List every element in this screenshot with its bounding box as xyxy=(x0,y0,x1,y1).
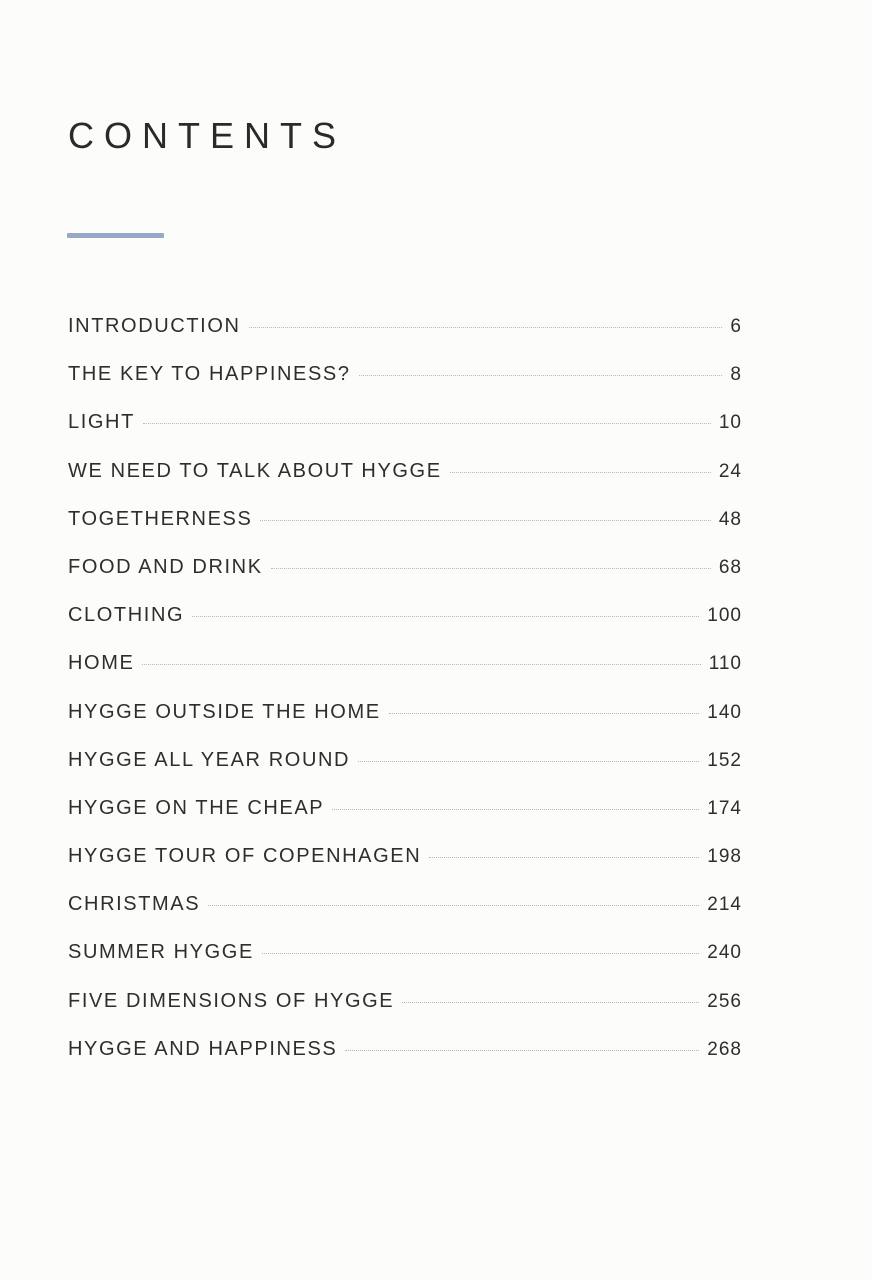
dot-leader xyxy=(345,1050,699,1051)
toc-entry xyxy=(68,1025,742,1073)
toc-entry-label: HYGGE ON THE CHEAP xyxy=(68,796,325,819)
toc-entry xyxy=(68,302,742,350)
toc-entry-label: TOGETHERNESS xyxy=(68,507,253,530)
toc-entry xyxy=(68,495,742,543)
toc-entry-page-number: 24 xyxy=(718,460,742,482)
toc-entry-label: INTRODUCTION xyxy=(68,315,241,337)
table-of-contents xyxy=(68,302,742,1073)
dot-leader xyxy=(249,327,723,328)
toc-entry-label: HYGGE OUTSIDE THE HOME xyxy=(68,700,381,723)
toc-entry xyxy=(68,398,742,446)
dot-leader xyxy=(359,375,723,376)
dot-leader xyxy=(332,809,699,810)
dot-leader xyxy=(192,616,699,617)
toc-entry-page-number: 152 xyxy=(707,749,742,771)
toc-entry-label: FIVE DIMENSIONS OF HYGGE xyxy=(68,989,395,1012)
toc-entry-page-number: 240 xyxy=(707,942,742,964)
toc-entry-label: LIGHT xyxy=(68,411,135,434)
page-title: CONTENTS xyxy=(68,115,346,156)
toc-entry xyxy=(68,350,742,398)
toc-entry-label: HYGGE AND HAPPINESS xyxy=(68,1037,338,1060)
dot-leader xyxy=(450,472,711,473)
toc-entry-page-number: 256 xyxy=(707,990,742,1012)
toc-entry-label: FOOD AND DRINK xyxy=(68,555,263,578)
dot-leader xyxy=(260,520,710,521)
toc-entry xyxy=(68,880,742,928)
dot-leader xyxy=(402,1002,699,1003)
toc-entry-label: CHRISTMAS xyxy=(68,893,201,916)
toc-entry-page-number: 268 xyxy=(707,1038,742,1060)
dot-leader xyxy=(208,905,699,906)
toc-entry xyxy=(68,736,742,784)
toc-entry xyxy=(68,688,742,736)
toc-entry-page-number: 68 xyxy=(718,556,742,578)
toc-entry xyxy=(68,928,742,976)
toc-entry-page-number: 10 xyxy=(718,412,742,434)
toc-entry xyxy=(68,447,742,495)
toc-entry-page-number: 8 xyxy=(730,364,742,386)
toc-entry-page-number: 140 xyxy=(707,701,742,723)
toc-entry-label: SUMMER HYGGE xyxy=(68,941,254,964)
toc-entry xyxy=(68,832,742,880)
toc-entry-page-number: 198 xyxy=(707,846,742,868)
toc-entry-label: HOME xyxy=(68,652,135,675)
toc-entry xyxy=(68,543,742,591)
toc-entry xyxy=(68,591,742,639)
toc-entry-label: CLOTHING xyxy=(68,604,185,627)
toc-entry xyxy=(68,639,742,687)
accent-rule xyxy=(67,233,164,238)
dot-leader xyxy=(358,761,699,762)
toc-entry-label: WE NEED TO TALK ABOUT HYGGE xyxy=(68,459,442,482)
dot-leader xyxy=(271,568,711,569)
toc-entry-label: THE KEY TO HAPPINESS? xyxy=(68,363,351,386)
toc-entry-page-number: 214 xyxy=(707,894,742,916)
toc-entry-page-number: 100 xyxy=(707,605,742,627)
toc-entry-label: HYGGE ALL YEAR ROUND xyxy=(68,748,351,771)
dot-leader xyxy=(143,423,711,424)
toc-entry-page-number: 6 xyxy=(730,316,742,337)
toc-entry-page-number: 174 xyxy=(707,797,742,819)
toc-entry xyxy=(68,977,742,1025)
dot-leader xyxy=(262,953,699,954)
dot-leader xyxy=(389,713,700,714)
dot-leader xyxy=(429,857,699,858)
dot-leader xyxy=(142,664,700,665)
toc-entry-page-number: 48 xyxy=(718,508,742,530)
toc-entry-page-number: 110 xyxy=(708,653,742,675)
toc-entry-label: HYGGE TOUR OF COPENHAGEN xyxy=(68,845,422,868)
toc-entry xyxy=(68,784,742,832)
